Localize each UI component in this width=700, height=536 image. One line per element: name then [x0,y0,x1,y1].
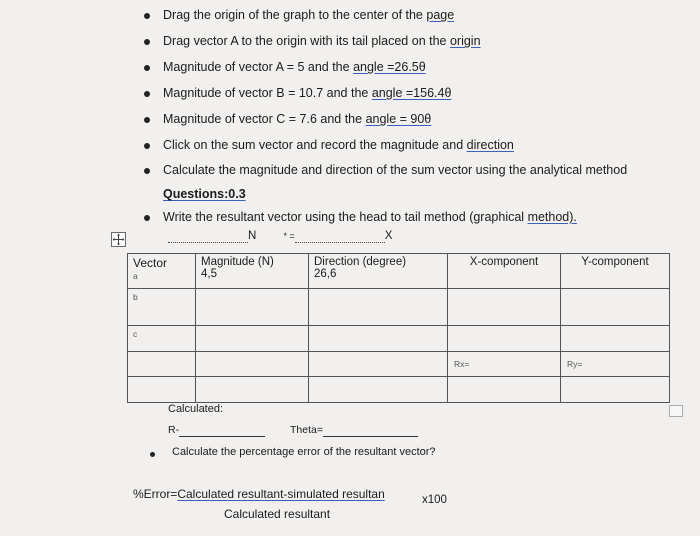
header-direction[interactable]: Direction (degree) 26,6 [309,254,448,289]
instruction-item: Click on the sum vector and record the magnitude and direction [163,138,514,152]
bullet [144,168,150,174]
instruction-link[interactable]: direction [466,138,514,152]
theta-blank[interactable] [323,424,418,437]
bullet [144,13,150,19]
table-cell[interactable] [128,376,196,402]
table-cell[interactable] [309,376,448,402]
question-1: Write the resultant vector using the head to tail method (graphical method). [163,210,577,224]
table-row [128,325,670,351]
instruction-link[interactable]: origin [449,34,481,48]
calculated-label: Calculated: [168,403,224,415]
r-blank[interactable] [179,424,265,437]
header-magnitude[interactable]: Magnitude (N) 4,5 [196,254,309,289]
table-cell[interactable] [196,352,309,376]
question-2: Calculate the percentage error of the resultant vector? [172,446,436,458]
table-cell[interactable] [196,289,309,325]
bullet [144,143,150,149]
bullet [144,39,150,45]
bullet [150,452,155,457]
table-resize-handle[interactable] [669,405,683,417]
questions-heading: Questions:0.3 [163,187,246,201]
formula-numerator: Calculated resultant-simulated resultan [177,487,385,501]
direction-unit: X [384,230,393,242]
formula-multiplier: x100 [422,494,447,506]
table-row [128,376,670,402]
error-formula: %Error=Calculated resultant-simulated resultan [133,487,385,501]
table-cell[interactable]: c [128,325,196,351]
header-x-component[interactable]: X-component [448,254,561,289]
table-row [128,352,670,376]
table-cell[interactable] [309,289,448,325]
table-cell[interactable] [196,325,309,351]
instruction-item: Drag the origin of the graph to the center of the page [163,8,455,22]
instruction-link[interactable]: angle =26.5θ [353,60,426,74]
rx-cell[interactable]: Rx= [448,352,561,376]
table-cell[interactable]: b [128,289,196,325]
separator: * = [283,231,295,241]
table-cell[interactable] [309,352,448,376]
instruction-item: Calculate the magnitude and direction of the sum vector using the analytical method [163,163,628,177]
direction-blank[interactable] [295,230,385,243]
magnitude-blank[interactable] [168,230,248,243]
answer-line [168,230,392,243]
instruction-item: Magnitude of vector C = 7.6 and the angle = 90θ [163,112,432,126]
header-y-component[interactable]: Y-component [561,254,670,289]
header-vector[interactable]: Vector a [128,254,196,289]
table-header-row [128,254,670,289]
table-cell[interactable] [561,325,670,351]
question-1-link[interactable]: method). [527,210,577,224]
instruction-link[interactable]: angle = 90θ [365,112,432,126]
instruction-link[interactable]: page [426,8,455,22]
table-cell[interactable] [196,376,309,402]
bullet [144,91,150,97]
calculated-results: R- Theta= [168,424,418,437]
table-row [128,289,670,325]
table-cell[interactable] [448,376,561,402]
table-cell[interactable] [561,289,670,325]
ry-cell[interactable]: Ry= [561,352,670,376]
magnitude-unit: N [248,230,257,242]
instruction-item: Drag vector A to the origin with its tail placed on the origin [163,34,481,48]
bullet [144,215,150,221]
formula-denominator: Calculated resultant [224,507,331,521]
instruction-link[interactable]: angle =156.4θ [371,86,452,100]
bullet [144,65,150,71]
bullet [144,117,150,123]
instruction-item: Magnitude of vector A = 5 and the angle =26.5θ [163,60,426,74]
table-cell[interactable] [448,325,561,351]
instruction-item: Magnitude of vector B = 10.7 and the angle =156.4θ [163,86,452,100]
table-move-handle-icon[interactable] [111,232,126,247]
table-cell[interactable] [309,325,448,351]
table-cell[interactable] [448,289,561,325]
vector-table [127,253,670,403]
table-cell[interactable] [561,376,670,402]
table-cell[interactable] [128,352,196,376]
